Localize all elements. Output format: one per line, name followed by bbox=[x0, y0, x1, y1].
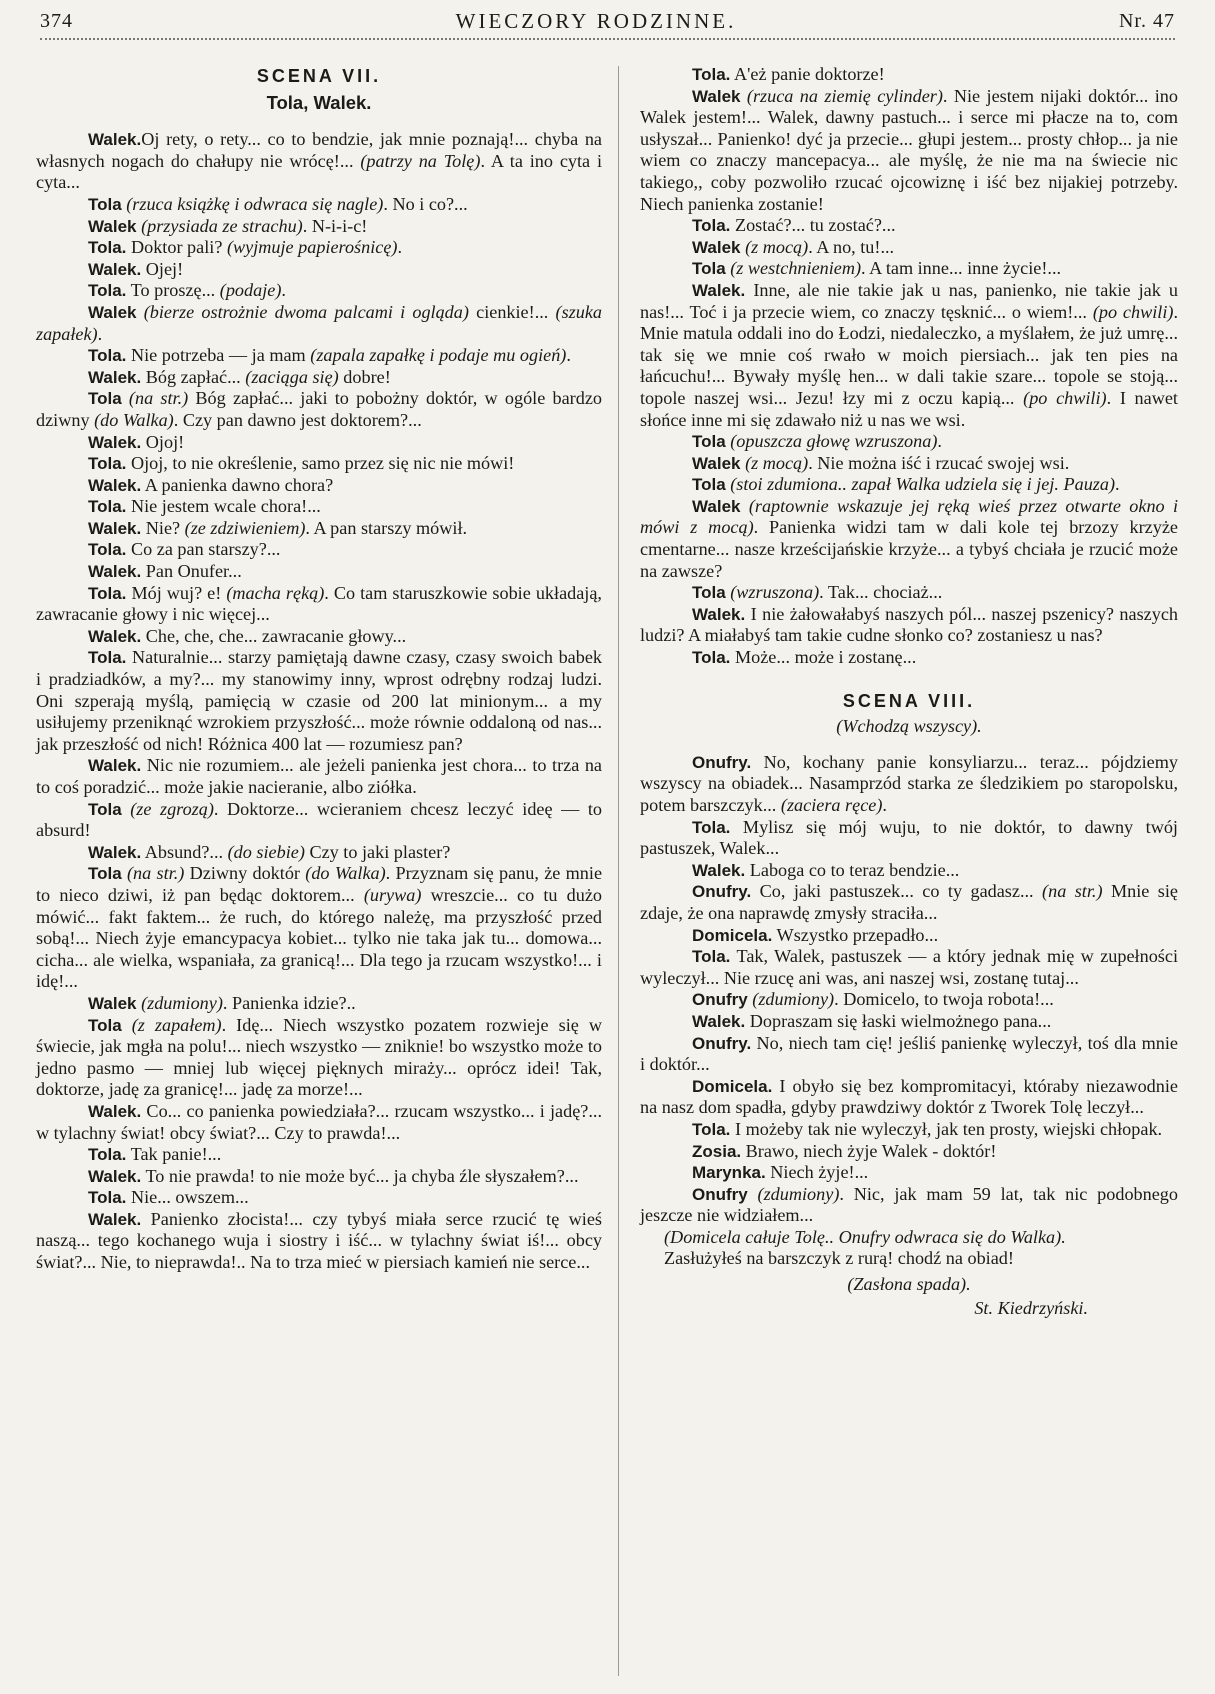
page-number: 374 bbox=[40, 9, 73, 32]
dialogue-line bbox=[36, 302, 602, 345]
speaker-name: Tola. bbox=[88, 1145, 127, 1165]
dialogue-line bbox=[640, 237, 1178, 259]
dialogue-text: A panienka dawno chora? bbox=[141, 474, 334, 495]
speaker-name: Walek. bbox=[88, 756, 142, 776]
issue-number: Nr. 47 bbox=[1118, 9, 1175, 32]
speaker-name: Walek. bbox=[88, 1209, 142, 1229]
stage-direction: (urywa) bbox=[363, 884, 422, 905]
dialogue-text: . Nie można iść i rzucać swojej wsi. bbox=[808, 452, 1070, 473]
dialogue-line bbox=[36, 259, 602, 281]
stage-direction: (przysiada ze strachu) bbox=[141, 215, 303, 236]
dialogue-line bbox=[36, 799, 602, 842]
stage-direction: (na str.) bbox=[1042, 881, 1103, 902]
stage-direction: (podaje) bbox=[219, 280, 282, 301]
speaker-name: Walek bbox=[88, 302, 137, 322]
dialogue-line bbox=[640, 1033, 1178, 1076]
dialogue-text: . Co tam staruszkowie sobie układają, zawracanie głowy i nic więcej... bbox=[36, 582, 602, 625]
dialogue-text: Doktor pali? bbox=[126, 237, 227, 258]
dialogue-text: . Idę... Niech wszystko pozatem rozwieje się w świecie, jak mgła na polu!... niech wszystko — zniknie! bo wszystko może to jedno pasmo — mniej lub więcej pięknych miraży... oprócz idei! Tak, doktorze, jadę za granicę!... jadę za morze!... bbox=[36, 1014, 602, 1100]
speaker-name: Tola. bbox=[88, 648, 127, 668]
speaker-name: Walek. bbox=[88, 1166, 142, 1186]
dialogue-line bbox=[640, 1184, 1178, 1227]
stage-direction: (opuszcza głowę wzruszona) bbox=[730, 431, 938, 452]
dialogue-text: . No i co?... bbox=[383, 193, 468, 214]
speaker-name: Onufry bbox=[692, 1184, 748, 1204]
dialogue-line bbox=[640, 1076, 1178, 1119]
speaker-name: Walek. bbox=[88, 130, 142, 150]
stage-direction: (raptownie wskazuje jej ręką wieś przez otwarte okno i mówi z mocą) bbox=[640, 495, 1179, 538]
dialogue-text: I obyło się bez kompromitacyi, któraby niezawodnie na nasz dom spadła, gdyby prawdziwy doktór z Tworek Tolę leczył... bbox=[640, 1075, 1178, 1118]
dialogue-line bbox=[36, 129, 602, 194]
dialogue-line bbox=[640, 453, 1178, 475]
dialogue-text: . bbox=[937, 431, 942, 452]
dialogue-text: Mylisz się mój wuju, to nie doktór, to dawny twój pastuszek, Walek... bbox=[640, 816, 1178, 859]
dialogue-line bbox=[36, 842, 602, 864]
dialogue-line bbox=[36, 216, 602, 238]
dialogue-line bbox=[640, 604, 1178, 647]
dialogue-text: Inne, ale nie takie jak u nas, panienko, nie takie jak u nas!... Toć i ja przecie wiem, co znaczy tęsknić... o wiem!... bbox=[640, 279, 1178, 322]
header-rule bbox=[40, 38, 1175, 40]
dialogue-line bbox=[640, 64, 1178, 86]
dialogue-text: Mnie się zdaje, że ona naprawdę zmysły straciła... bbox=[640, 881, 1178, 923]
dialogue-line bbox=[36, 280, 602, 302]
speaker-name: Tola. bbox=[692, 648, 731, 668]
dialogue-line bbox=[36, 583, 602, 626]
dialogue-text: Panienko złocista!... czy tybyś miała serce rzucić tę wieś naszą... tego kochanego wuja i siostry i iść... w tylachny świat iś!... obcy świat?... Nie, to nieprawda!.. Na to trza mieć w piersiach kamień nie serce... bbox=[36, 1208, 602, 1273]
speaker-name: Tola bbox=[88, 389, 122, 409]
stage-direction: (zdumiony) bbox=[757, 1183, 840, 1204]
dialogue-line bbox=[640, 280, 1178, 431]
stage-direction: (zaciąga się) bbox=[245, 366, 339, 387]
stage-direction: (ze zdziwieniem) bbox=[184, 517, 306, 538]
stage-direction: (do Walka) bbox=[305, 863, 386, 884]
dialogue-line bbox=[640, 1011, 1178, 1033]
speaker-name: Walek bbox=[692, 453, 741, 473]
dialogue-line bbox=[36, 345, 602, 367]
dialogue-text: . Czy pan dawno jest doktorem?... bbox=[173, 409, 422, 430]
speaker-name: Tola bbox=[88, 864, 122, 884]
stage-direction: (do Walka) bbox=[94, 409, 174, 430]
speaker-name: Walek bbox=[88, 216, 137, 236]
dialogue-line bbox=[640, 215, 1178, 237]
left-column bbox=[36, 64, 602, 1274]
dialogue-line bbox=[36, 518, 602, 540]
dialogue-line bbox=[640, 647, 1178, 669]
speaker-name: Walek. bbox=[692, 604, 746, 624]
speaker-name: Tola. bbox=[88, 281, 127, 301]
speaker-name: Tola. bbox=[88, 583, 127, 603]
speaker-name: Walek. bbox=[88, 842, 142, 862]
speaker-name: Tola. bbox=[692, 216, 731, 236]
dialogue-text: Naturalnie... starzy pamiętają dawne czasy, czasy swoich babek i pradziadków, a my?... my stanowimy inny, wprost odrębny rodzaj ludzi. Oni szperają myślą, pamięcią w czasie od 200 lat minionym... a my usiłujemy przeniknąć wzrokiem przyszłość... może równie oddaloną od nas... jak przeszłość od nich! Różnica 400 lat — rozumiesz pan? bbox=[36, 647, 602, 754]
dialogue-text: Dopraszam się łaski wielmożnego pana... bbox=[745, 1010, 1052, 1031]
speaker-name: Tola. bbox=[88, 540, 127, 560]
column-divider bbox=[618, 66, 619, 1676]
stage-direction: (szuka zapałek) bbox=[36, 301, 603, 344]
speaker-name: Tola. bbox=[692, 817, 731, 837]
speaker-name: Walek bbox=[88, 993, 137, 1013]
speaker-name: Tola. bbox=[692, 1119, 731, 1139]
dialogue-text: . Mnie matula oddali ino do Łodzi, niedaleczko, a myślałem, że już umrę... tak się we mnie coś rwało w moich piersiach... jak ten pies na łańcuchu!... Bywały myślę hen... w dali takie szare... topole se stoją... topole naszej wsi... Jezu! łzy mi z oczu kapią... bbox=[640, 301, 1178, 408]
stage-direction: (na str.) bbox=[126, 863, 185, 884]
dialogue-line bbox=[36, 647, 602, 755]
speaker-name: Tola. bbox=[88, 1188, 127, 1208]
dialogue-text: . A no, tu!... bbox=[808, 236, 895, 257]
speaker-name: Walek. bbox=[692, 1011, 746, 1031]
dialogue-line bbox=[640, 925, 1178, 947]
dialogue-text: Czy to jaki plaster? bbox=[304, 841, 451, 862]
dialogue-text: Brawo, niech żyje Walek - doktór! bbox=[741, 1140, 997, 1161]
dialogue-line bbox=[640, 431, 1178, 453]
dialogue-line bbox=[36, 388, 602, 431]
stage-direction: (wzruszona) bbox=[730, 582, 820, 603]
dialogue-text: Tak panie!... bbox=[126, 1144, 222, 1165]
dialogue-text: Pan Onufer... bbox=[141, 561, 242, 582]
dialogue-line bbox=[36, 453, 602, 475]
page-header bbox=[40, 6, 1175, 36]
speaker-name: Walek. bbox=[88, 562, 142, 582]
dialogue-text: . bbox=[882, 795, 887, 815]
stage-direction: (patrzy na Tolę) bbox=[360, 150, 481, 171]
dialogue-text: . A tam inne... inne życie!... bbox=[861, 258, 1062, 279]
speaker-name: Zosia. bbox=[692, 1141, 742, 1161]
dialogue-text: . Tak... chociaż... bbox=[819, 582, 943, 603]
dialogue-line bbox=[640, 817, 1178, 860]
dialogue-line bbox=[36, 1015, 602, 1101]
dialogue-line: Zasłużyłeś na barszczyk z rurą! chodź na obiad! bbox=[664, 1248, 1014, 1269]
dialogue-text: Nic nie rozumiem... ale jeżeli panienka jest chora... to trza na to coś poradzić... może jakie nacieranie, albo ziółka. bbox=[36, 755, 602, 797]
dialogue-text: Wszystko przepadło... bbox=[772, 924, 939, 945]
stage-direction: (rzuca na ziemię cylinder) bbox=[746, 85, 943, 106]
dialogue-text: Nie... owszem... bbox=[126, 1187, 249, 1208]
dialogue-line bbox=[36, 626, 602, 648]
speaker-name: Tola. bbox=[88, 346, 127, 366]
dialogue-line bbox=[36, 1101, 602, 1144]
dialogue-text: A'eż panie doktorze! bbox=[730, 64, 885, 84]
dialogue-text: Nie? bbox=[141, 517, 185, 538]
periodical-title: WIECZORY RODZINNE. bbox=[455, 8, 737, 33]
speaker-name: Marynka. bbox=[692, 1163, 766, 1183]
speaker-name: Walek. bbox=[88, 432, 142, 452]
dialogue-text: . Doktorze... wcieraniem chcesz leczyć ideę — to absurd! bbox=[36, 798, 603, 841]
speaker-name: Tola. bbox=[88, 454, 127, 474]
dialogue-line bbox=[36, 1187, 602, 1209]
dialogue-text: . A pan starszy mówił. bbox=[305, 517, 468, 538]
dialogue-text: . bbox=[1115, 474, 1120, 495]
dialogue-text: Zostać?... tu zostać?... bbox=[730, 215, 896, 236]
scene-persons: Tola, Walek. bbox=[266, 91, 372, 113]
stage-direction: (Domicela całuje Tolę.. Onufry odwraca się do Walka). bbox=[664, 1226, 1066, 1247]
scene-title: SCENA VII. bbox=[256, 66, 382, 86]
dialogue-line bbox=[36, 863, 602, 993]
dialogue-text: wreszcie... co tu dużo mówić... fakt faktem... że ruch, do którego należę, ma przyszłość przed sobą!... Niech żyje emancypacya kobiet... tylko nie taka jak tu... domowa... cicha... ale wielka, wspaniała, za granicą!... Dla tego ja rzucam wszystko!... i idę!... bbox=[36, 884, 603, 992]
speaker-name: Domicela. bbox=[692, 925, 773, 945]
dialogue-text bbox=[748, 1184, 758, 1204]
dialogue-line bbox=[640, 1119, 1178, 1141]
dialogue-text: To proszę... bbox=[126, 280, 220, 301]
dialogue-line bbox=[36, 367, 602, 389]
speaker-name: Walek. bbox=[88, 626, 142, 646]
dialogue-line bbox=[36, 993, 602, 1015]
dialogue-line bbox=[36, 237, 602, 259]
stage-direction: (z zapałem) bbox=[131, 1014, 222, 1035]
speaker-name: Walek. bbox=[88, 518, 142, 538]
speaker-name: Walek. bbox=[88, 1101, 142, 1121]
dialogue-text: Ojoj, to nie określenie, samo przez się nic nie mówi! bbox=[126, 453, 515, 474]
speaker-name: Walek. bbox=[88, 367, 142, 387]
dialogue-text: . Nic, jak mam 59 lat, tak nic podobnego jeszcze nie widziałem... bbox=[640, 1183, 1178, 1226]
dialogue-text: Co... co panienka powiedziała?... rzucam wszystko... i jadę?... w tylachny świat! obcy świat?... Czy to prawda!... bbox=[36, 1100, 602, 1143]
speaker-name: Domicela. bbox=[692, 1076, 773, 1096]
dialogue-text: . N-i-i-c! bbox=[302, 215, 368, 236]
stage-direction: (zapala zapałkę i podaje mu ogień) bbox=[310, 345, 567, 366]
stage-direction: (zdumiony) bbox=[141, 992, 223, 1013]
speaker-name: Tola bbox=[692, 475, 726, 495]
dialogue-line bbox=[640, 860, 1178, 882]
stage-direction: (macha ręką) bbox=[226, 582, 325, 603]
dialogue-line bbox=[640, 474, 1178, 496]
dialogue-text: Mój wuj? e! bbox=[126, 582, 227, 603]
speaker-name: Walek bbox=[692, 237, 741, 257]
dialogue-line bbox=[640, 496, 1178, 582]
curtain-note: (Zasłona spada). bbox=[847, 1274, 971, 1295]
dialogue-text: Absund?... bbox=[141, 841, 228, 862]
dialogue-text: Laboga co to teraz bendzie... bbox=[745, 859, 960, 880]
dialogue-text: Nie potrzeba — ja mam bbox=[126, 345, 311, 366]
speaker-name: Tola. bbox=[692, 947, 731, 967]
dialogue-line bbox=[36, 539, 602, 561]
dialogue-line bbox=[640, 582, 1178, 604]
dialogue-block bbox=[640, 752, 1178, 1227]
speaker-name: Onufry. bbox=[692, 882, 752, 902]
dialogue-text: . bbox=[281, 280, 286, 301]
dialogue-text: I nie żałowałabyś naszych pól... naszej pszenicy? naszych ludzi? A miałabyś tam takie cudne słonko co? zostaniesz u nas? bbox=[640, 603, 1178, 646]
dialogue-text: Ojoj! bbox=[141, 431, 185, 452]
speaker-name: Onufry. bbox=[692, 752, 752, 772]
dialogue-line bbox=[640, 86, 1178, 216]
dialogue-text: Może... może i zostanę... bbox=[730, 647, 917, 668]
dialogue-text: . Nie jestem nijaki doktór... ino Walek jestem!... Walek, dawny pastuch... i serce mi płacze na to, com usłyszał... Panienko! dyć ja przecie... głupi jestem... prosty chłop... ja nie wiem co znaczy mancepacya... ale myślę, że nie ma na świecie nic takiego,, coby pozwoliło rzucać ojcowiznę i iść bez nijakiej potrzeby. Niech panienka zostanie! bbox=[640, 85, 1178, 214]
stage-direction: (stoi zdumiona.. zapał Walka udziela się i jej. Pauza) bbox=[730, 474, 1116, 495]
dialogue-line bbox=[36, 1144, 602, 1166]
dialogue-line bbox=[640, 258, 1178, 280]
dialogue-text bbox=[122, 799, 131, 819]
dialogue-text: . A ta ino cyta i cyta... bbox=[36, 150, 602, 193]
dialogue-text: . Domicelo, to twoja robota!... bbox=[834, 989, 1054, 1010]
speaker-name: Tola bbox=[692, 432, 726, 452]
stage-direction: (wyjmuje papierośnicę) bbox=[226, 237, 398, 258]
speaker-name: Tola bbox=[692, 259, 726, 279]
speaker-name: Tola bbox=[88, 194, 122, 214]
stage-direction: (rzuca książkę i odwraca się nagle) bbox=[126, 193, 384, 214]
speaker-name: Tola. bbox=[692, 65, 731, 84]
dialogue-text: I możeby tak nie wyleczył, jak ten prosty, wiejski chłopak. bbox=[730, 1118, 1163, 1139]
speaker-name: Walek. bbox=[692, 860, 746, 880]
dialogue-text: . I nawet słońce inne mi się zdawało niż u nas we wsi. bbox=[640, 387, 1178, 430]
dialogue-line bbox=[36, 1209, 602, 1274]
speaker-name: Walek bbox=[692, 86, 741, 106]
dialogue-line bbox=[36, 755, 602, 798]
dialogue-text: Oj rety, o rety... co to bendzie, jak mnie poznają!... chyba na własnych nogach do chałupy nie wrócę!... bbox=[36, 129, 602, 171]
stage-direction: (bierze ostrożnie dwoma palcami i ogląda) bbox=[143, 301, 469, 322]
dialogue-line bbox=[640, 946, 1178, 989]
dialogue-text: . bbox=[397, 237, 403, 258]
speaker-name: Onufry. bbox=[692, 1033, 752, 1053]
stage-direction: (z mocą) bbox=[745, 236, 809, 257]
dialogue-line bbox=[640, 1162, 1178, 1184]
stage-direction: (zdumiony) bbox=[752, 989, 835, 1010]
dialogue-text: Che, che, che... zawracanie głowy... bbox=[141, 625, 407, 646]
dialogue-text: Tak, Walek, pastuszek — a który jednak mię w zupełności wyleczył... Nie rzucę ani was, ani naszej wsi, zostanę tutaj... bbox=[640, 946, 1178, 988]
dialogue-text: Co, jaki pastuszek... co ty gadasz... bbox=[751, 881, 1043, 902]
dialogue-line bbox=[36, 432, 602, 454]
speaker-name: Tola. bbox=[88, 238, 127, 258]
dialogue-line bbox=[36, 194, 602, 216]
stage-direction: (zaciera ręce) bbox=[780, 795, 883, 815]
speaker-name: Tola. bbox=[88, 497, 127, 517]
dialogue-line bbox=[36, 496, 602, 518]
scene-note: (Wchodzą wszyscy). bbox=[836, 716, 982, 737]
dialogue-text: Co za pan starszy?... bbox=[126, 539, 281, 560]
speaker-name: Tola bbox=[692, 583, 726, 603]
stage-direction: (do siebie) bbox=[227, 841, 305, 862]
speaker-name: Tola bbox=[88, 1015, 122, 1035]
dialogue-text: Bóg zapłać... jaki to pobożny doktór, w ogóle bardzo dziwny bbox=[36, 388, 602, 430]
dialogue-text: . Panienka widzi tam w dali kole tej brzozy krzyże cmentarne... nasze krześcijańskie krzyże... a tybyś chciała je rzucić może na zawsze? bbox=[640, 517, 1178, 581]
stage-direction: (z mocą) bbox=[745, 452, 809, 473]
dialogue-text bbox=[122, 1015, 132, 1035]
dialogue-text: . Przyznam się panu, że mnie to nieco dziwi, iż pan będąc doktorem... bbox=[36, 863, 603, 905]
speaker-name: Onufry bbox=[692, 990, 748, 1010]
speaker-name: Walek. bbox=[88, 259, 142, 279]
dialogue-text: Dziwny doktór bbox=[184, 863, 306, 884]
right-column bbox=[640, 64, 1178, 1319]
dialogue-text bbox=[137, 302, 144, 322]
dialogue-text: No, kochany panie konsyliarzu... teraz... pójdziemy wszyscy na obiadek... Nasamprzód starka ze śledzikiem po staropolsku, potem barszczyk... bbox=[640, 751, 1178, 815]
dialogue-text: . Panienka idzie?.. bbox=[222, 992, 356, 1013]
dialogue-text: Niech żyje!... bbox=[765, 1162, 869, 1183]
dialogue-line bbox=[640, 881, 1178, 924]
speaker-name: Walek bbox=[692, 496, 741, 516]
stage-direction: (po chwili) bbox=[1023, 387, 1107, 408]
dialogue-text: . bbox=[97, 323, 103, 344]
dialogue-text: dobre! bbox=[338, 366, 391, 387]
speaker-name: Tola bbox=[88, 799, 122, 819]
dialogue-line bbox=[640, 1141, 1178, 1163]
dialogue-text bbox=[741, 496, 749, 516]
stage-direction: (z westchnieniem) bbox=[730, 258, 862, 279]
dialogue-text: To nie prawda! to nie może być... ja chyba źle słyszałem?... bbox=[141, 1165, 579, 1186]
dialogue-text: Nie jestem wcale chora!... bbox=[126, 496, 321, 517]
dialogue-line bbox=[640, 989, 1178, 1011]
dialogue-text: . bbox=[566, 345, 571, 366]
speaker-name: Walek. bbox=[692, 280, 746, 300]
dialogue-text: Bóg zapłać... bbox=[141, 366, 246, 387]
stage-direction: (na str.) bbox=[128, 388, 189, 409]
scene-title: SCENA VIII. bbox=[842, 690, 976, 711]
dialogue-line bbox=[36, 1166, 602, 1188]
dialogue-line bbox=[36, 475, 602, 497]
speaker-name: Walek. bbox=[88, 475, 142, 495]
dialogue-block bbox=[640, 64, 1178, 669]
stage-direction: (ze zgrozą) bbox=[130, 798, 214, 819]
dialogue-text: cienkie!... bbox=[468, 301, 556, 322]
dialogue-line bbox=[36, 561, 602, 583]
stage-direction: (po chwili) bbox=[1092, 301, 1174, 322]
author-signature: St. Kiedrzyński. bbox=[974, 1297, 1088, 1318]
dialogue-line bbox=[640, 752, 1178, 817]
dialogue-text: No, niech tam cię! jeśliś panienkę wyleczył, toś dla mnie i doktór... bbox=[640, 1032, 1178, 1075]
dialogue-text: Ojej! bbox=[141, 258, 184, 279]
dialogue-block bbox=[36, 129, 602, 1273]
dialogue-text bbox=[122, 388, 129, 408]
